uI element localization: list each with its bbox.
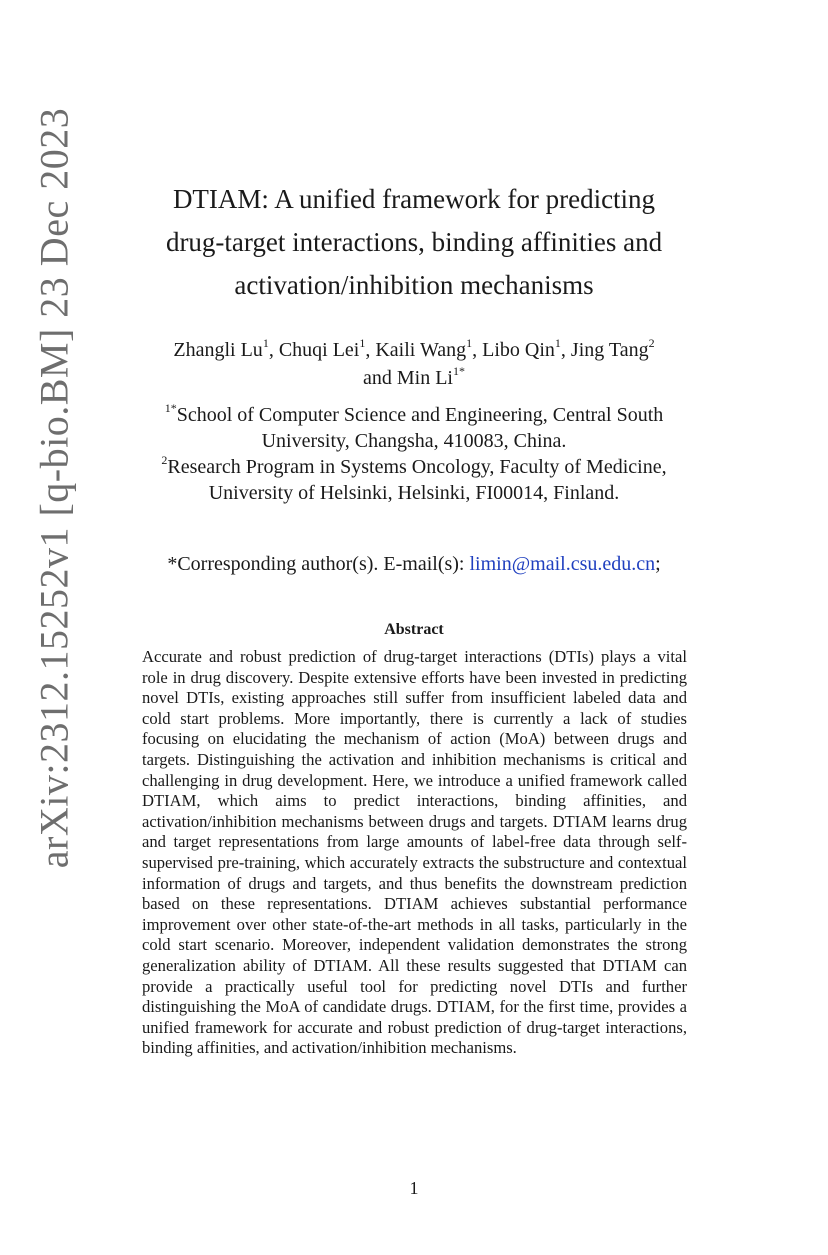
affiliation-text: Research Program in Systems Oncology, Faculty of Medicine, [167, 456, 667, 478]
affiliation-1-cont: University, Changsha, 410083, China. [261, 430, 567, 452]
affiliation-mark: 2 [161, 453, 168, 468]
abstract-heading: Abstract [384, 621, 444, 638]
page-number: 1 [409, 1178, 419, 1198]
author-affiliation-mark: 1 [466, 336, 473, 351]
corresponding-author [100, 550, 728, 578]
affiliation-text: School of Computer Science and Engineering, Central South [176, 404, 664, 426]
author-affiliation-mark: 1 [359, 336, 366, 351]
author-name: Chuqi Lei [278, 339, 360, 361]
affiliation-1 [100, 402, 728, 428]
title-line-2: drug-target interactions, binding affinities and [165, 227, 663, 257]
affiliation-2 [100, 454, 728, 480]
title-line-1: DTIAM: A unified framework for predicting [172, 184, 656, 214]
author-name: Libo Qin [482, 339, 555, 361]
author-affiliation-mark: 1 [262, 336, 269, 351]
title-line-3: activation/inhibition mechanisms [234, 270, 594, 300]
abstract-body: Accurate and robust prediction of drug-target interactions (DTIs) plays a vital role in drug discovery. Despite extensive efforts have been invested in predicting novel DTIs, existing approaches still suffer from insufficient labeled data and cold start problems. More importantly, there is currently a lack of studies focusing on elucidating the mechanism of action (MoA) between drugs and targets. Distinguishing the activation and inhibition mechanisms is critical and challenging in drug development. Here, we introduce a unified framework called DTIAM, which aims to predict interactions, binding affinities, and activation/inhibition mechanisms between drugs and targets. DTIAM learns drug and target representations from large amounts of label-free data through self-supervised pre-training, which accurately extracts the substructure and contextual information of drugs and targets, and thus benefits the downstream prediction based on these representations. DTIAM achieves substantial performance improvement over other state-of-the-art methods in all tasks, particularly in the cold start scenario. Moreover, independent validation demonstrates the strong generalization ability of DTIAM. All these results suggested that DTIAM can provide a practically useful tool for predicting novel DTIs and further distinguishing the MoA of candidate drugs. DTIAM, for the first time, provides a unified framework for accurate and robust prediction of drug-target interactions, binding affinities, and activation/inhibition mechanisms. [142, 647, 687, 1058]
author-affiliation-mark: 1 [554, 336, 561, 351]
affiliation-2-cont: University of Helsinki, Helsinki, FI00014, Finland. [208, 482, 620, 504]
affiliation-mark: 1* [164, 401, 177, 416]
author-list: Zhangli Lu$^1$, Chuqi Lei$^1$, Kaili Wang$^1$, Libo Qin$^1$, Jing Tang$^2$ and Min $Li^{1*}$ [173, 336, 655, 389]
affiliations [100, 402, 728, 506]
corresponding-suffix: ; [655, 553, 661, 575]
arxiv-identifier: arXiv:2312.15252v1 [q-bio.BM] 23 Dec 2023 [31, 107, 77, 869]
author-name: Jing Tang [570, 339, 649, 361]
author-name: Zhangli Lu [173, 339, 263, 361]
author-affiliation-mark: 2 [648, 336, 655, 351]
corresponding-label: *Corresponding author(s). E-mail(s): [167, 553, 470, 575]
paper-title [100, 178, 728, 307]
author-name: Kaili Wang [375, 339, 467, 361]
email-link[interactable]: limin@mail.csu.edu.cn [469, 553, 656, 575]
author-affiliation-mark: 1* [453, 364, 465, 379]
author-name: Min Li [396, 367, 453, 389]
